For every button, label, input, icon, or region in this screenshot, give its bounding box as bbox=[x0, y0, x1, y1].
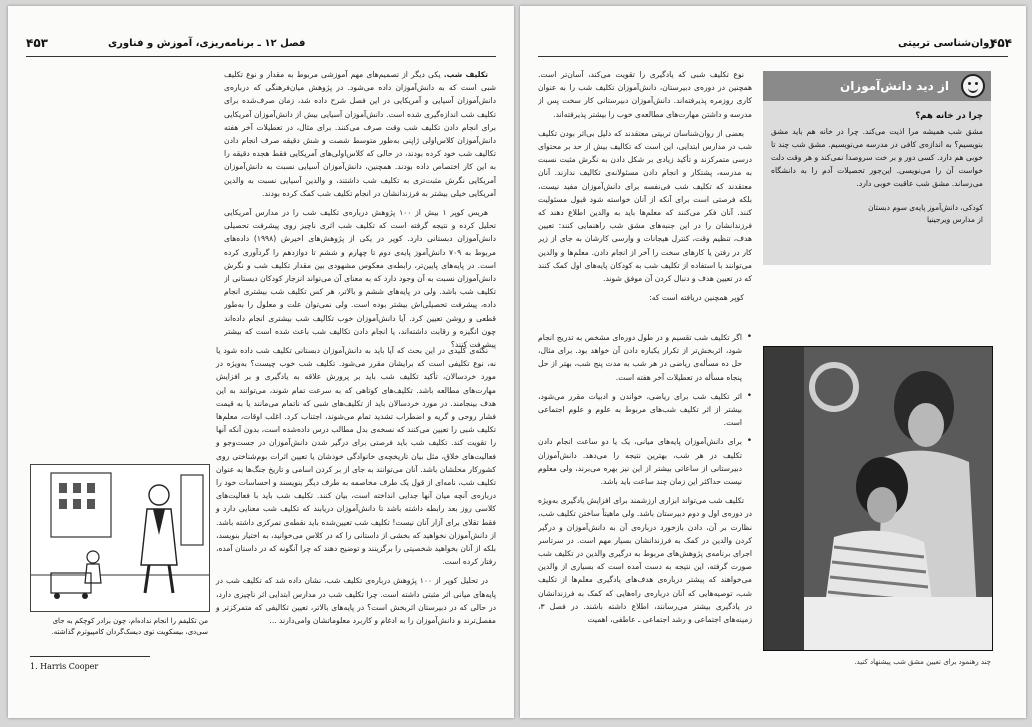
running-head: فصل ۱۲ ـ برنامه‌ریزی، آموزش و فناوری bbox=[108, 38, 306, 49]
sidebar-signature: کودکی، دانش‌آموز پایه‌ی سوم دبستان از مدارس ویرجینیا bbox=[868, 203, 983, 224]
sidebar-question: چرا در خانه هم؟ bbox=[915, 111, 983, 121]
right-column-bottom bbox=[538, 331, 752, 649]
right-column-top bbox=[538, 68, 752, 326]
bullet-item: • اگر تکلیف شب تقسیم و در طول دوره‌ای مشخص به تدریج انجام شود، اثربخش‌تر از تکرار یکباره دادن آن خواهد بود. برای مثال، حل ده مسأله‌ی ریاضی در هر شب به مدت پنج شب، بهتر از حل پنجاه مسأله در تعطیلات آخر هفته است. bbox=[538, 331, 752, 384]
paragraph: هریس کوپر ۱ بیش از ۱۰۰ پژوهش درباره‌ی تکلیف شب را در مدارس آمریکایی تحلیل کرده و نتیجه گرفته است که تکلیف شب اثری ناچیز روی پیشرفت تحصیلی دانش‌آموزان دبستانی دارد. کوپر در یکی از پژوهش‌های اخیرش (۱۹۹۸) داده‌های مربوط به ۷۰۹ دانش‌آموز پایه‌ی دوم تا چهارم و ششم تا دوازدهم را گردآوری کرده است. در پایه‌های پایین‌تر، رابطه‌ی معکوس مشهودی بین مقدار تکلیف شب و نگرش دانش‌آموزان نسبت به آن وجود دارد که به معنای آن می‌تواند انزجار کودکان دبستانی از تکلیف شب باشد. ولی در پایه‌های ششم و بالاتر، هر کس تکلیف شب بیشتری انجام داده، پیشرفت تحصیلی‌اش بیشتر بوده است. ولی نمی‌توان علت و معلول را به‌طور قطعی و روشن تعیین کرد. آیا دانش‌آموزان خوب تکالیف شب بیشتری انجام داده‌اند چون انگیزه و رقابت داشته‌اند، یا انجام دادن تکالیف شب باعث شده است که بیشتر پیشرفت کنند؟ bbox=[224, 208, 496, 350]
cartoon-drawing bbox=[31, 465, 209, 611]
paragraph: نکته‌ی کلیدی در این بحث که آیا باید به دانش‌آموزان دبستانی تکلیف شب داده شود یا نه، نوع تکلیفی است که برایشان مقرر می‌شود. تکلیف شب خوب چیست؟ به‌ویژه در مورد خردسالان، تأکید تکلیف شب باید بر پرورش علاقه به یادگیری و بر افزایش مهارت‌های مطالعه باشد. تکلیف‌های کوتاهی که به سرعت تمام شوند، می‌توانند به این هدف بینجامند. در مورد خردسالان باید از تکلیف‌های شبی که ناتمام می‌مانند یا به قیمت فشار روحی و گریه و اضطراب تشدید تمام می‌شوند، اجتناب کرد. اغلب اوقات، معلم‌ها تکلیف شبی را تعیین می‌کنند که نسخه‌ی بدل مطالب درس داده‌شده است، بدون آنکه آنها را تقویت کند. تکلیف شب باید فرصتی برای درگیر شدن دانش‌آموزان در جست‌وجو و فعالیت‌های خلاق، مثل بیان تاریخچه‌ی خانوادگی خودشان یا تعیین اثرات بوم‌شناختی روی کشورکار محلشان باشد. آنان می‌توانند به جای از بر کردن اسامی و تاریخ جنگ‌ها به عنوان تکلیف شب، نامه‌ای از قول یک طرف مخاصمه به طرف دیگر بنویسند و احساسات خود را درباره‌ی آنچه میان آنها جدایی انداخته است، بیان کنند. تکلیف شب باید با فعالیت‌های کلاسی روز بعد رابطه داشته باشد تا دانش‌آموزان دریابند که تکلیف شب معنایی دارد و فقط تقلای برای آزار آنان نیست! تکلیف شب تعیین‌شده باید نقطه‌ی تمرکزی داشته باشد. از دانش‌آموزان نخواهید که بخشی از داستانی را که در کلاس می‌خوانید، به اختیار بنویسد، بلکه از آنان بخواهید شخصیتی را برگزینند و توضیح دهند که چرا آنگونه که در داستان آمده، رفتار کرده است. bbox=[216, 346, 496, 567]
left-page bbox=[8, 6, 514, 718]
page-number: ۴۵۴ bbox=[990, 36, 1012, 50]
sidebar-body: مشق شب همیشه مرا اذیت می‌کند. چرا در خانه هم باید مشق بنویسیم؟ به اندازه‌ی کافی در مدرسه می‌نویسیم. مشق شب چند تا خوبی هم دارد. کسی دور و بر خت سروصدا نمی‌کند و هر وقت دلت خواست آن را می‌نویسی. این‌جور تحصیلات آدم را به دانشگاه می‌رساند. مشق شب عاقبت خوبی دارد. bbox=[771, 127, 983, 188]
footnote-rule bbox=[30, 656, 150, 657]
header-rule bbox=[538, 56, 1008, 57]
paragraph: در تحلیل کوپر از ۱۰۰ پژوهش درباره‌ی تکلیف شب، نشان داده شد که تکلیف شب در پایه‌های میانی اثر مثبتی داشته است. چرا تکلیف شب در مدارس ابتدایی اثر ناچیزی دارد، در حالی که در دبیرستان اثربخش است؟ در پایه‌های بالاتر، تعیین تکالیفی که متمرکزتر و مفصل‌ترند و دانش‌آموزان را به ادغام و کاربرد معلوماتشان وامی‌دارند ... bbox=[216, 576, 496, 626]
paragraph: بعضی از روان‌شناسان تربیتی معتقدند که دلیل بی‌اثر بودن تکلیف شب در مدارس ابتدایی، این است که تکالیف بیش از حد بر محتوای درسی متمرکزند و تأکید زیادی بر شکل دادن به نگرش مثبت نسبت به مدرسه، پشتکار و انجام دادن مسئولانه‌ی تکالیف ندارند. آنان معتقدند که تکلیف شب فی‌نفسه برای دانش‌آموزان مفید نیست، بلکه فرصتی است برای آنکه از آنان خواسته شود قبول مسئولیت کنند. آنان فکر می‌کنند که معلم‌ها باید به والدین اطلاع دهند که فرزندانشان را در این جنبه‌های مشق شب راهنمایی کنند: تعیین هدف، تنظیم وقت، کنترل هیجانات و وارسی کارشان به جای از زیر کار در رفتن یا کارهای سخت را آخر از انجام دادن. معلم‌ها و والدین می‌توانند با استفاده از تکلیف شب به کودکان پایه‌های اول کمک کنند که در تعیین هدف و دنبال کردن آن موفق شوند. bbox=[538, 128, 752, 284]
smiley-face-icon bbox=[961, 74, 985, 98]
header-rule bbox=[26, 56, 496, 57]
bullet-item: • برای دانش‌آموزان پایه‌های میانی، یک یا دو ساعت انجام دادن تکلیف در هر شب، بهترین نتیجه را می‌دهد. دانش‌آموزان دبیرستانی از ساعاتی بیشتر از این نیز بهره می‌برند، ولی معلوم نیست حداکثر این زمان چند ساعت باید باشد. bbox=[538, 435, 752, 488]
paragraph: کوپر همچنین دریافته است که: bbox=[649, 293, 744, 303]
student-view-sidebar bbox=[763, 71, 991, 265]
paragraph: نوع تکلیف شبی که یادگیری را تقویت می‌کند، آسان‌تر است. همچنین در دوره‌ی دبیرستان، دانش‌آموزان تکلیف شب را به عنوان کاری روزمره پذیرفته‌اند. دانش‌آموزان دبیرستانی کار سخت پس از مدرسه و داشتن مهارت‌های مطالعه‌ی خوب را بیشتر پذیرفته‌اند. bbox=[538, 70, 752, 119]
sidebar-heading: از دید دانش‌آموزان bbox=[763, 71, 991, 101]
photo-caption: چند رهنمود برای تعیین مشق شب پیشنهاد کنید. bbox=[854, 658, 991, 666]
right-page bbox=[520, 6, 1026, 718]
paragraph: تکلیف شب می‌تواند ابزاری ارزشمند برای افزایش یادگیری به‌ویژه در دوره‌ی اول و دوم دبیرستان باشد. ولی ماهیتاً ساختن تکلیف شب، نظارت بر آن، دادن بازخورد درباره‌ی آن به دانش‌آموزان و درگیر کردن والدین در کمک به فرزندانشان بسیار مهم است. در سرتاسر اجرای برنامه‌ی پژوهش‌های مربوط به درگیری والدین در تکلیف شب صورت گرفته، این نتیجه به دست آمده است که بسیاری از والدین می‌خواهند که پیشتر درباره‌ی هدف‌های یادگیری معلم‌ها از تکلیف شب، توصیه‌هایی که آنان درباره‌ی راه‌هایی که کمک به فرزندانشان در یادگیری بیشتر می‌رسانند، اطلاع داشته باشند. در فصل ۳، زمینه‌های اجتماعی و رشد اجتماعی ـ عاطفی، اهمیت bbox=[538, 496, 752, 625]
cartoon-caption: من تکلیفم را انجام نداده‌ام، چون برادر کوچکم به جای سی‌دی، بیسکویت توی دیسک‌گردان کامپیوترم گذاشته. bbox=[51, 617, 208, 636]
paragraph: تکلیف شب. یکی دیگر از تصمیم‌های مهم آموزشی مربوط به مقدار و نوع تکلیف شبی است که به دانش‌آموزان داده می‌شود. در پژوهش میان‌فرهنگی که درباره‌ی دانش‌آموزان آسیایی و آمریکایی در این فصل شرح داده شد، زمان صرف‌شده برای تکلیف شب اندازه‌گیری شده است. دانش‌آموزان آسیایی بیش از دانش‌آموزان آمریکایی برای انجام دادن تکلیف شب وقت صرف می‌کنند. برای مثال، در تعطیلات آخر هفته دانش‌آموزان کلاس‌اولی ژاپنی به‌طور متوسط شصت و شش دقیقه صرف انجام دادن تکالیف شب خود کرده بودند، در حالی که کلاس‌اولی‌های آمریکایی فقط هجده دقیقه را به این کار اختصاص داده بودند. همچنین، دانش‌آموزان آسیایی نسبت به دانش‌آموزان آمریکایی نگرش مثبت‌تری به تکلیف شب داشتند، و والدین آسیایی نسبت به والدین آمریکایی خیلی بیشتر به فرزندانشان در انجام تکلیف شب کمک کرده بودند. bbox=[224, 70, 496, 198]
bullet-item: • اثر تکلیف شب برای ریاضی، خواندن و ادبیات مقرر می‌شود، بیشتر از اثر تکلیف شب‌های مربوط به علوم و علوم اجتماعی است. bbox=[538, 390, 752, 430]
page-number: ۴۵۳ bbox=[26, 36, 48, 50]
footnote: 1. Harris Cooper bbox=[30, 662, 99, 671]
mother-daughter-photo bbox=[763, 346, 993, 651]
photo-image bbox=[764, 347, 992, 650]
running-head: روان‌شناسی تربیتی bbox=[898, 38, 996, 49]
cartoon-illustration bbox=[30, 464, 210, 612]
